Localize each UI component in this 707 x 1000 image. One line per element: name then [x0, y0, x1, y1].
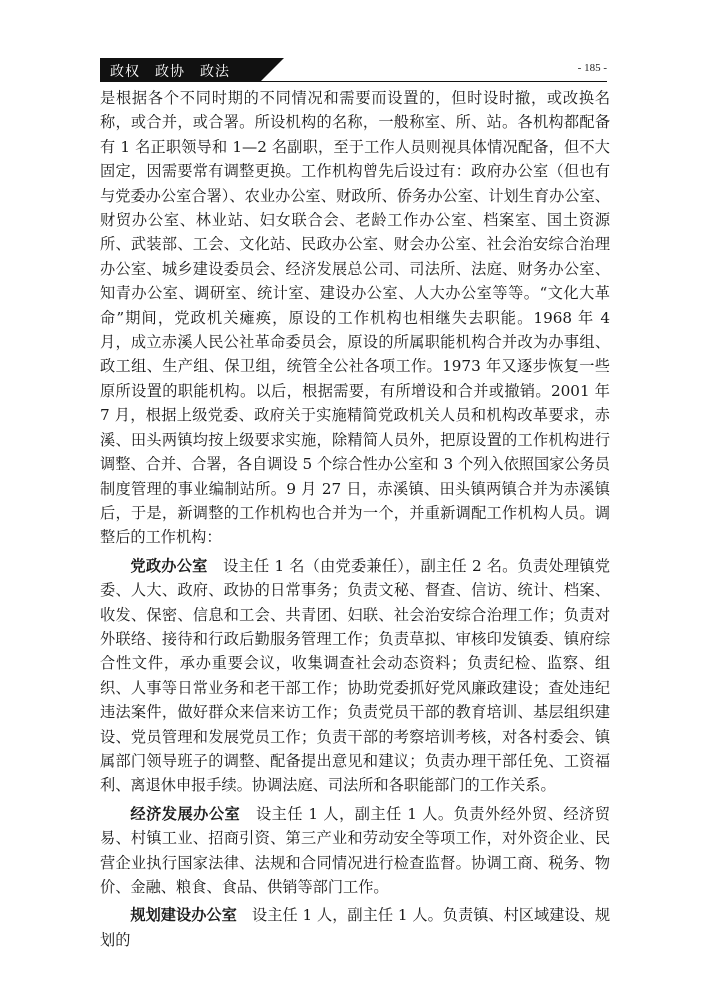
intro-paragraph: 是根据各个不同时期的不同情况和需要而设置的，但时设时撤，或改换名称，或合并，或合署。所设机构的名称，一般称室、所、站。各机构都配备有 1 名正职领导和 1—2 名副职，至于工作人员则视具体情况配备，但不大固定，因需要常有调整更换。工作机构曾先后设过有：政府办公室（但也有与党委办公室合署）、农业办公室、财政所、侨务办公室、计划生育办公室、财贸办公室、林业站、妇女联合会、老龄工作办公室、档案室、国土资源所、武装部、工会、文化站、民政办公室、财会办公室、社会治安综合治理办公室、城乡建设委员会、经济发展总公司、司法所、法庭、财务办公室、知青办公室、调研室、统计室、建设办公室、人大办公室等等。“文化大革命”期间，党政机关瘫痪，原设的工作机构也相继失去职能。1968 年 4 月，成立赤溪人民公社革命委员会，原设的所属职能机构合并改为办事组、政工组、生产组、保卫组，统管全公社各项工作。1973 年又逐步恢复一些原所设置的职能机构。以后，根据需要，有所增设和合并或撤销。2001 年 7 月，根据上级党委、政府关于实施精简党政机关人员和机构改革要求，赤溪、田头两镇均按上级要求实施，除精简人员外，把原设置的工作机构进行调整、合并、合署，各自调设 5 个综合性办公室和 3 个列入依照国家公务员制度管理的事业编制站所。9 月 27 日，赤溪镇、田头镇两镇合并为赤溪镇后，于是，新调整的工作机构也合并为一个，并重新调配工作机构人员。调整后的工作机构： — [100, 89, 610, 547]
office-paragraph-economic-development — [100, 802, 610, 900]
page-number: - 185 - — [577, 62, 607, 74]
header-rule — [260, 81, 607, 82]
office-paragraph-planning-construction — [100, 903, 610, 952]
office-name: 党政办公室 — [130, 556, 208, 575]
page-body — [100, 86, 610, 952]
office-paragraph-party-government — [100, 554, 610, 798]
office-description: 设主任 1 人，副主任 1 人。负责镇、村区域建设、规划的 — [100, 906, 611, 949]
header-tab — [100, 58, 260, 82]
page-header — [100, 58, 607, 82]
office-name: 规划建设办公室 — [130, 906, 237, 925]
office-description: 设主任 1 人，副主任 1 人。负责外经外贸、经济贸易、村镇工业、招商引资、第三产业和劳动安全等项工作，对外资企业、民营企业执行国家法律、法规和合同情况进行检查监督。协调工商、税务、物价、金融、粮食、食品、供销等部门工作。 — [100, 804, 611, 896]
office-name: 经济发展办公室 — [130, 804, 241, 823]
office-description: 设主任 1 名（由党委兼任），副主任 2 名。负责处理镇党委、人大、政府、政协的日常事务；负责文秘、督查、信访、统计、档案、收发、保密、信息和工会、共青团、妇联、社会治安综合治理工作；负责对外联络、接待和行政后勤服务管理工作；负责草拟、审核印发镇委、镇府综合性文件，承办重要会议，收集调查社会动态资料；负责纪检、监察、组织、人事等日常业务和老干部工作；协助党委抓好党风廉政建设；查处违纪违法案件，做好群众来信来访工作；负责党员干部的教育培训、基层组织建设、党员管理和发展党员工作；负责干部的考察培训考核，对各村委会、镇属部门领导班子的调整、配备提出意见和建议；负责办理干部任免、工资福利、离退休申报手续。协调法庭、司法所和各职能部门的工作关系。 — [100, 556, 611, 795]
section-title: 政权 政协 政法 — [110, 64, 230, 80]
